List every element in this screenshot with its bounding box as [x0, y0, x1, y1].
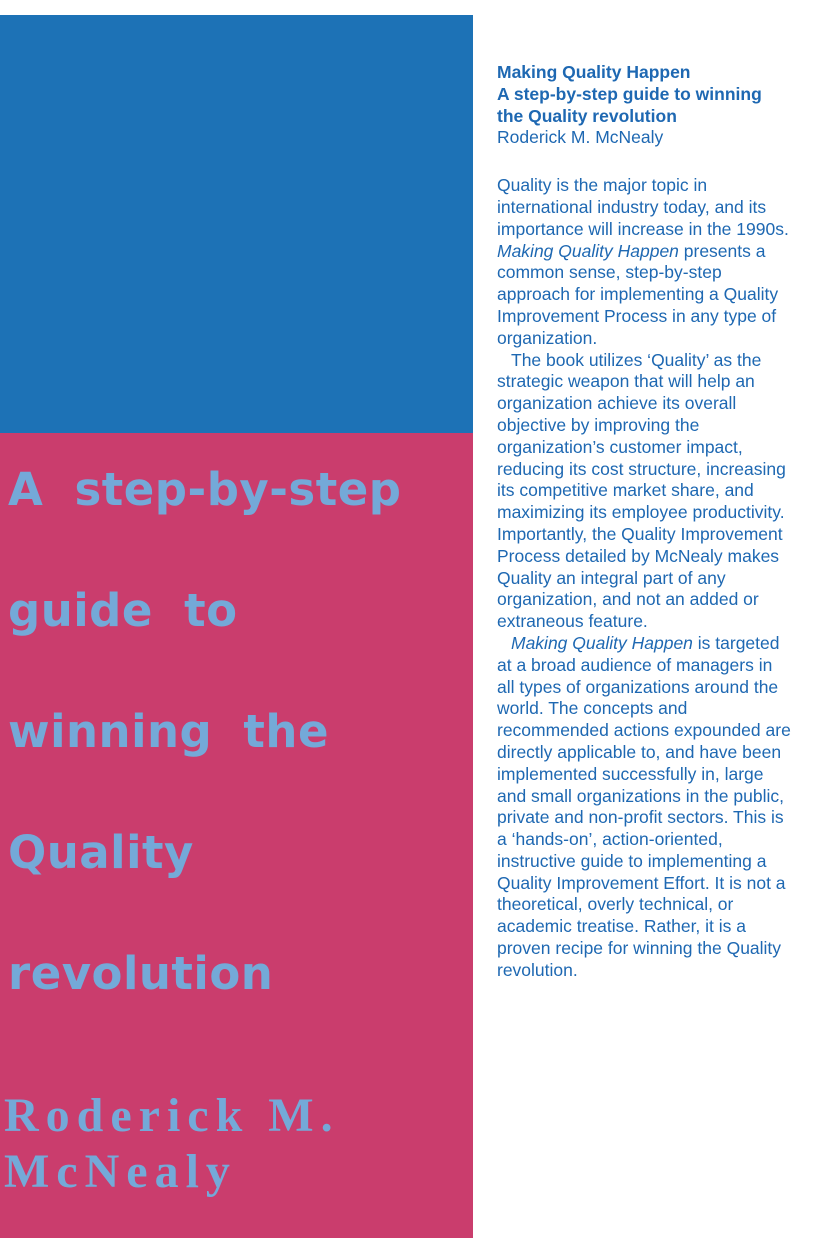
blurb-author: Roderick M. McNealy: [497, 127, 664, 148]
cover-title-line: winning the: [8, 705, 329, 758]
blurb-paragraph: Quality is the major topic in international industry today, and its importance will increase in the 1990s. Making Quality Happen presents a common sense, step-by-step approach for implementing a Quality Improvement Process in any type of organization.: [497, 175, 789, 348]
book-front-cover: [0, 15, 473, 1238]
cover-title-line: Quality: [8, 826, 194, 879]
cover-title: [8, 463, 402, 1072]
cover-author-name: [4, 1088, 340, 1200]
cover-title-line: A step-by-step: [8, 463, 402, 516]
cover-author-line: McNealy: [4, 1145, 237, 1198]
blurb-subtitle: A step-by-step guide to winning the Quality revolution: [497, 83, 762, 126]
blurb-title: Making Quality Happen: [497, 62, 691, 82]
cover-blue-panel: [0, 15, 473, 433]
cover-author-line: Roderick M.: [4, 1089, 340, 1142]
cover-title-line: revolution: [8, 947, 274, 1000]
cover-title-line: guide to: [8, 584, 238, 637]
cover-pink-panel: [0, 433, 473, 1238]
jacket-blurb: [497, 62, 791, 982]
blurb-paragraph: The book utilizes ‘Quality’ as the strategic weapon that will help an organization achieve its overall objective by improving the organization’s customer impact, reducing its cost structure, increasing its competitive market share, and maximizing its employee productivity. Importantly, the Quality Improvement Process detailed by McNealy makes Quality an integral part of any organization, and not an added or extraneous feature.: [497, 349, 786, 632]
blurb-paragraph: Making Quality Happen is targeted at a broad audience of managers in all types of organizations around the world. The concepts and recommended actions expounded are directly applicable to, and have been implemented successfully in, large and small organizations in the public, private and non-profit sectors. This is a ‘hands-on’, action-oriented, instructive guide to implementing a Quality Improvement Effort. It is not a theoretical, overly technical, or academic treatise. Rather, it is a proven recipe for winning the Quality revolution.: [497, 632, 791, 980]
